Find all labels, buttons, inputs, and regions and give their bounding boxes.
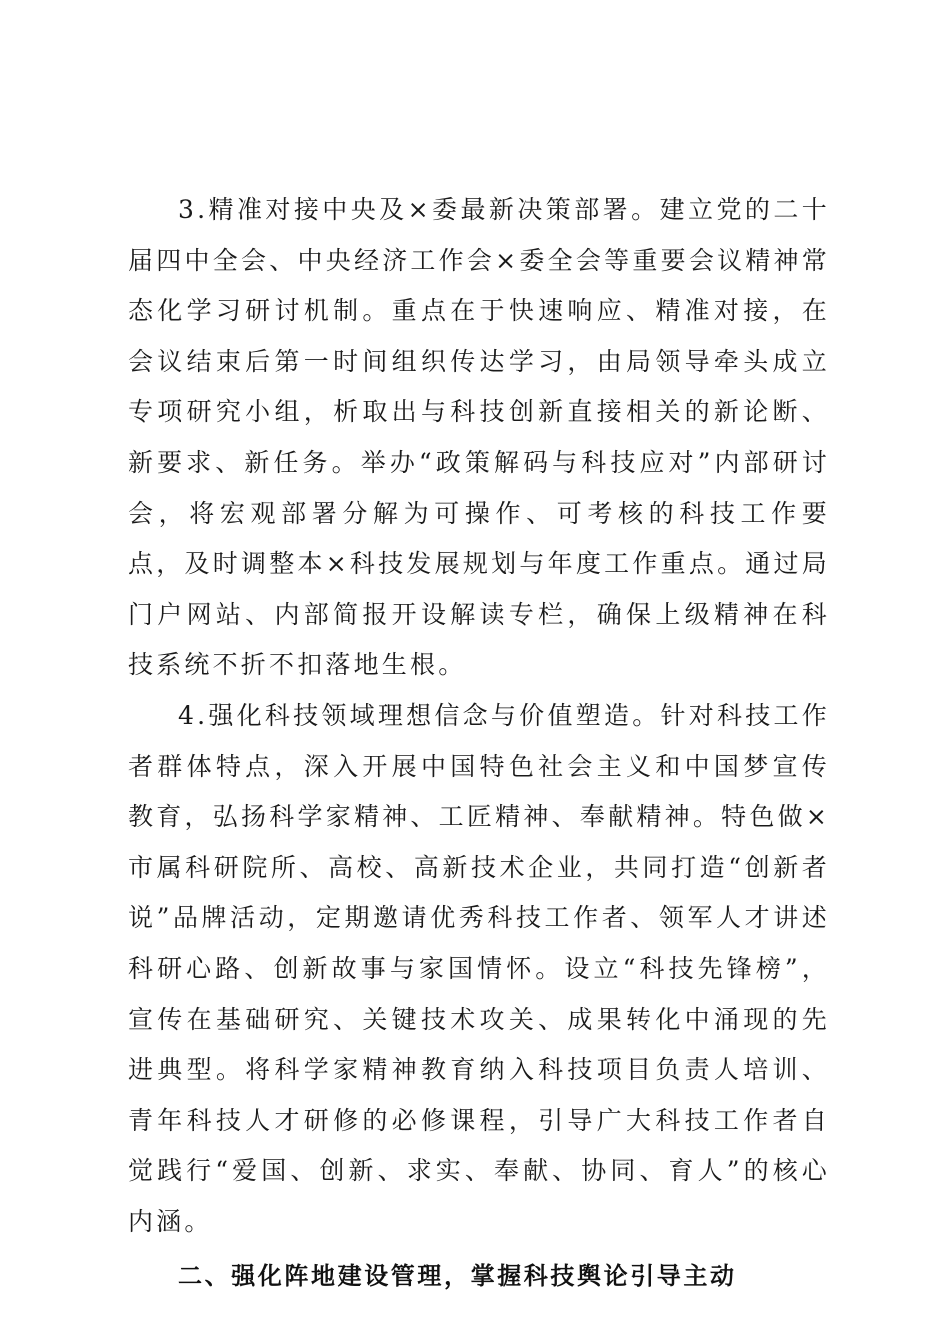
- section-heading: 二、强化阵地建设管理，掌握科技舆论引导主动: [178, 1262, 737, 1291]
- paragraph-4: 4.强化科技领域理想信念与价值塑造。针对科技工作者群体特点，深入开展中国特色社会主义和中国梦宣传教育，弘扬科学家精神、工匠精神、奉献精神。特色做×市属科研院所、高校、高新技术企业，共同打造“创新者说”品牌活动，定期邀请优秀科技工作者、领军人才讲述科研心路、创新故事与家国情怀。设立“科技先锋榜”，宣传在基础研究、关键技术攻关、成果转化中涌现的先进典型。将科学家精神教育纳入科技项目负责人培训、青年科技人才研修的必修课程，引导广大科技工作者自觉践行“爱国、创新、求实、奉献、协同、育人”的核心内涵。: [128, 700, 830, 1236]
- paragraph-3: 3.精准对接中央及×委最新决策部署。建立党的二十届四中全会、中央经济工作会×委全会等重要会议精神常态化学习研讨机制。重点在于快速响应、精准对接，在会议结束后第一时间组织传达学习，由局领导牵头成立专项研究小组，析取出与科技创新直接相关的新论断、新要求、新任务。举办“政策解码与科技应对”内部研讨会，将宏观部署分解为可操作、可考核的科技工作要点，及时调整本×科技发展规划与年度工作重点。通过局门户网站、内部简报开设解读专栏，确保上级精神在科技系统不折不扣落地生根。: [128, 195, 830, 680]
- document-body: [128, 185, 830, 1301]
